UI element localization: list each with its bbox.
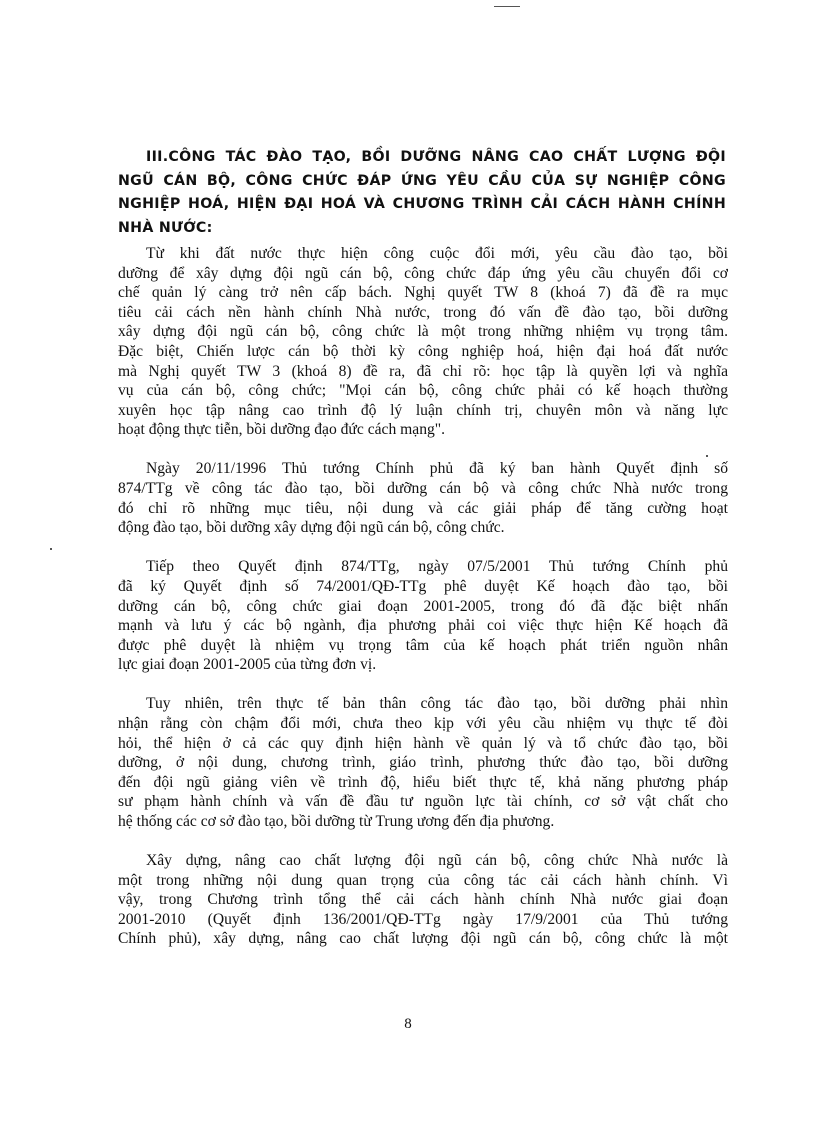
text-line: dưỡng cán bộ, công chức giai đoạn 2001-2005, trong đó đã đặc biệt nhấn	[118, 597, 728, 615]
document-body	[118, 244, 728, 969]
text-line: 874/TTg về công tác đào tạo, bồi dưỡng cán bộ và công chức Nhà nước trong	[118, 480, 728, 498]
text-line: Ngày 20/11/1996 Thủ tướng Chính phủ đã ký ban hành Quyết định số	[146, 460, 728, 478]
text-line: xuyên học tập nâng cao trình độ lý luận chính trị, chuyên môn và năng lực	[118, 401, 728, 419]
text-line: tiêu cải cách nền hành chính Nhà nước, trong đó vấn đề đào tạo, bồi dưỡng	[118, 303, 728, 321]
text-line: Xây dựng, nâng cao chất lượng đội ngũ cán bộ, công chức Nhà nước là	[146, 852, 728, 870]
heading-line: III.CÔNG TÁC ĐÀO TẠO, BỒI DƯỠNG NÂNG CAO CHẤT LƯỢNG ĐỘI	[146, 149, 726, 165]
text-line: đến đội ngũ giảng viên về trình độ, hiểu biết thực tế, khả năng phương pháp	[118, 773, 728, 791]
text-line: Tiếp theo Quyết định 874/TTg, ngày 07/5/2001 Thủ tướng Chính phủ	[146, 558, 728, 576]
scan-mark	[494, 6, 520, 7]
text-line: dưỡng để xây dựng đội ngũ cán bộ, công chức đáp ứng yêu cầu chuyển đổi cơ	[118, 264, 728, 282]
paragraph	[118, 851, 728, 949]
heading-line: NGHIỆP HOÁ, HIỆN ĐẠI HOÁ VÀ CHƯƠNG TRÌNH CẢI CÁCH HÀNH CHÍNH	[118, 196, 726, 212]
text-line: hệ thống các cơ sở đào tạo, bồi dưỡng từ Trung ương đến địa phương.	[118, 812, 555, 830]
text-line: một trong những nội dung quan trọng của công tác cải cách hành chính. Vì	[118, 871, 728, 889]
text-line: sư phạm hành chính và vấn đề đầu tư nguồn lực tài chính, cơ sở vật chất cho	[118, 793, 728, 811]
text-line: đó chỉ rõ những mục tiêu, nội dung và các giải pháp để tăng cường hoạt	[118, 499, 728, 517]
text-line: mạnh và lưu ý các bộ ngành, địa phương phải coi việc thực hiện Kế hoạch đã	[118, 617, 728, 635]
text-line: Đặc biệt, Chiến lược cán bộ thời kỳ công nghiệp hoá, hiện đại hoá đất nước	[118, 342, 728, 360]
text-line: hỏi, thể hiện ở cả các quy định hiện hành về quản lý và tổ chức đào tạo, bồi	[118, 734, 728, 752]
text-line: lực giai đoạn 2001-2005 của từng đơn vị.	[118, 656, 377, 674]
heading-line: NHÀ NƯỚC:	[118, 219, 213, 236]
text-line: vậy, trong Chương trình tổng thể cải cách hành chính Nhà nước giai đoạn	[118, 891, 728, 909]
text-line: mà Nghị quyết TW 3 (khoá 8) đề ra, đã chỉ rõ: học tập là quyền lợi và nghĩa	[118, 362, 728, 380]
page-number: 8	[404, 1016, 412, 1032]
text-line: nhận rằng còn chậm đổi mới, chưa theo kịp với yêu cầu nhiệm vụ thực tế đòi	[118, 714, 728, 732]
text-line: 2001-2010 (Quyết định 136/2001/QĐ-TTg ngày 17/9/2001 của Thủ tướng	[118, 910, 728, 928]
text-line: xây dựng đội ngũ cán bộ, công chức là một trong những nhiệm vụ trọng tâm.	[118, 323, 728, 341]
text-line: chế quản lý càng trở nên cấp bách. Nghị quyết TW 8 (khoá 7) đã đề ra mục	[118, 284, 728, 302]
text-line: vụ của cán bộ, công chức; "Mọi cán bộ, công chức phải có kế hoạch thường	[118, 382, 728, 400]
text-line: đã ký Quyết định số 74/2001/QĐ-TTg phê duyệt Kế hoạch đào tạo, bồi	[118, 577, 728, 595]
text-line: được phê duyệt là nhiệm vụ trọng tâm của kế hoạch phát triển nguồn nhân	[118, 636, 728, 654]
paragraph	[118, 244, 728, 440]
heading-line: NGŨ CÁN BỘ, CÔNG CHỨC ĐÁP ỨNG YÊU CẦU CỦA SỰ NGHIỆP CÔNG	[118, 172, 726, 189]
text-line: động đào tạo, bồi dưỡng xây dựng đội ngũ cán bộ, công chức.	[118, 519, 505, 537]
text-line: dưỡng, ở nội dung, chương trình, giáo trình, phương thức đào tạo, bồi dưỡng	[118, 754, 728, 772]
scan-mark	[50, 548, 52, 550]
text-line: Tuy nhiên, trên thực tế bản thân công tác đào tạo, bồi dưỡng phải nhìn	[146, 695, 728, 713]
paragraph	[118, 459, 728, 537]
paragraph	[118, 557, 728, 675]
paragraph	[118, 694, 728, 831]
section-heading	[118, 146, 726, 240]
text-line: Chính phủ), xây dựng, nâng cao chất lượng đội ngũ cán bộ, công chức là một	[118, 930, 728, 948]
text-line: Từ khi đất nước thực hiện công cuộc đổi mới, yêu cầu đào tạo, bồi	[146, 245, 728, 262]
text-line: hoạt động thực tiễn, bồi dưỡng đạo đức cách mạng".	[118, 421, 446, 439]
